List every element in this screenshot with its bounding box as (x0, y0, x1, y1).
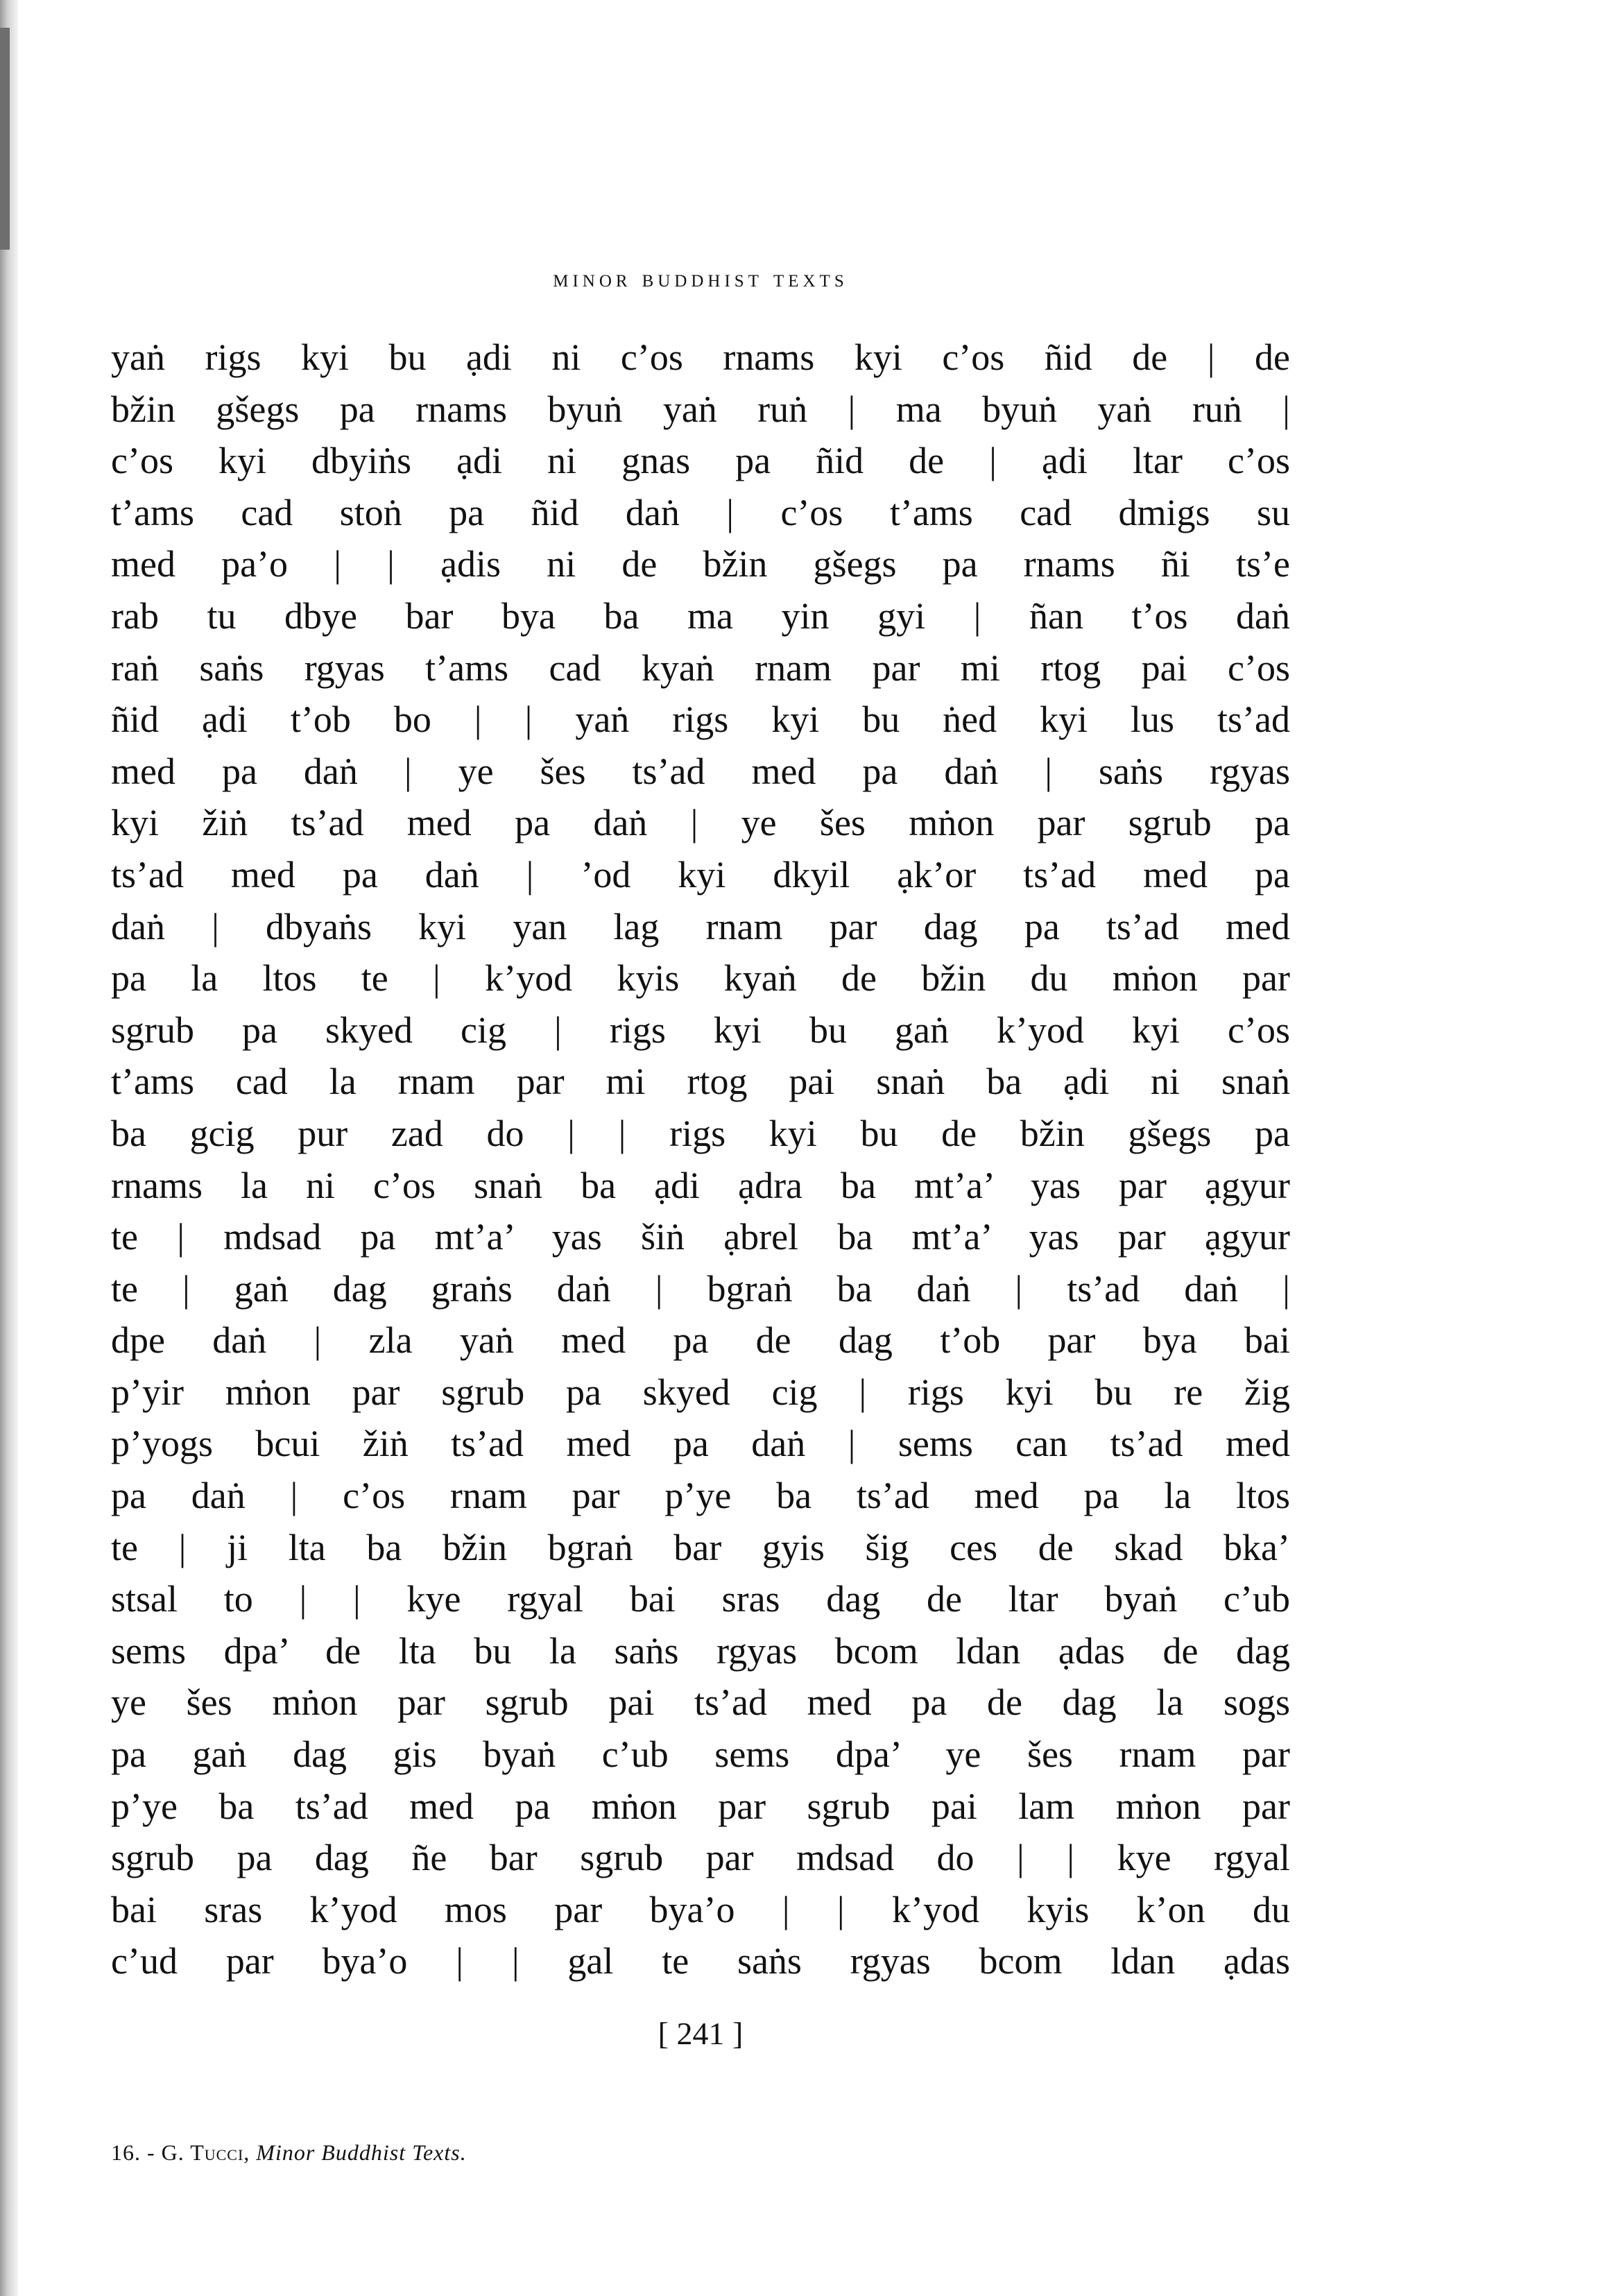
text-line: sgrub pa skyed cig | rigs kyi bu gaṅ k’yod kyi c’os (111, 1009, 1290, 1051)
footer-signature (111, 2140, 467, 2166)
text-line: rnams la ni c’os snaṅ ba ạdi ạdra ba mt’a’ yas par ạgyur (111, 1164, 1290, 1206)
page-edge-binding (0, 28, 10, 250)
text-line: dpe daṅ | zla yaṅ med pa de dag t’ob par bya bai (111, 1319, 1290, 1362)
text-line: rab tu dbye bar bya ba ma yin gyi | ñan t’os daṅ (111, 594, 1290, 637)
text-line: sems dpa’ de lta bu la saṅs rgyas bcom ldan ạdas de dag (111, 1629, 1290, 1672)
text-line: pa daṅ | c’os rnam par p’ye ba ts’ad med pa la ltos (111, 1475, 1290, 1517)
text-line: ba gcig pur zad do | | rigs kyi bu de bžin gšegs pa (111, 1112, 1290, 1154)
text-line: pa la ltos te | k’yod kyis kyaṅ de bžin du mṅon par (111, 957, 1290, 1000)
text-line: sgrub pa dag ñe bar sgrub par mdsad do | | kye rgyal (111, 1837, 1290, 1879)
text-line: kyi žiṅ ts’ad med pa daṅ | ye šes mṅon par sgrub pa (111, 802, 1290, 844)
text-line: med pa’o | | ạdis ni de bžin gšegs pa rnams ñi ts’e (111, 543, 1290, 585)
text-line: med pa daṅ | ye šes ts’ad med pa daṅ | saṅs rgyas (111, 750, 1290, 792)
text-line: ñid ạdi t’ob bo | | yaṅ rigs kyi bu ṅed kyi lus ts’ad (111, 699, 1290, 741)
text-line: pa gaṅ dag gis byaṅ c’ub sems dpa’ ye šes rnam par (111, 1733, 1290, 1776)
footer-author: G. Tucci, (161, 2140, 250, 2165)
text-line: stsal to | | kye rgyal bai sras dag de ltar byaṅ c’ub (111, 1578, 1290, 1620)
text-line: c’os kyi dbyiṅs ạdi ni gnas pa ñid de | ạdi ltar c’os (111, 440, 1290, 482)
text-line: p’yogs bcui žiṅ ts’ad med pa daṅ | sems can ts’ad med (111, 1423, 1290, 1465)
text-line: t’ams cad stoṅ pa ñid daṅ | c’os t’ams cad dmigs su (111, 491, 1290, 533)
text-line: te | mdsad pa mt’a’ yas šiṅ ạbrel ba mt’a’ yas par ạgyur (111, 1216, 1290, 1258)
text-line: ts’ad med pa daṅ | ’od kyi dkyil ạk’or ts’ad med pa (111, 853, 1290, 896)
page-edge-shadow (0, 0, 18, 2296)
text-line: te | gaṅ dag graṅs daṅ | bgraṅ ba daṅ | ts’ad daṅ | (111, 1267, 1290, 1310)
text-line: ye šes mṅon par sgrub pai ts’ad med pa de dag la sogs (111, 1681, 1290, 1724)
text-line: p’yir mṅon par sgrub pa skyed cig | rigs kyi bu re žig (111, 1371, 1290, 1413)
text-line: c’ud par bya’o | | gal te saṅs rgyas bcom ldan ạdas (111, 1940, 1290, 1982)
text-line: yaṅ rigs kyi bu ạdi ni c’os rnams kyi c’os ñid de | de (111, 336, 1290, 378)
text-line: p’ye ba ts’ad med pa mṅon par sgrub pai lam mṅon par (111, 1785, 1290, 1827)
body-text (111, 332, 1290, 1987)
text-line: bai sras k’yod mos par bya’o | | k’yod kyis k’on du (111, 1888, 1290, 1930)
page-number: [ 241 ] (658, 2016, 744, 2051)
running-head: minor buddhist texts (553, 264, 848, 292)
text-line: t’ams cad la rnam par mi rtog pai snaṅ ba ạdi ni snaṅ (111, 1061, 1290, 1103)
text-line: bžin gšegs pa rnams byuṅ yaṅ ruṅ | ma byuṅ yaṅ ruṅ | (111, 388, 1290, 430)
footer-title: Minor Buddhist Texts. (256, 2140, 467, 2165)
text-line: raṅ saṅs rgyas t’ams cad kyaṅ rnam par mi rtog pai c’os (111, 646, 1290, 689)
text-line: daṅ | dbyaṅs kyi yan lag rnam par dag pa ts’ad med (111, 905, 1290, 948)
text-line: te | ji lta ba bžin bgraṅ bar gyis šig ces de skad bka’ (111, 1526, 1290, 1568)
footer-number: 16. - (111, 2140, 155, 2165)
